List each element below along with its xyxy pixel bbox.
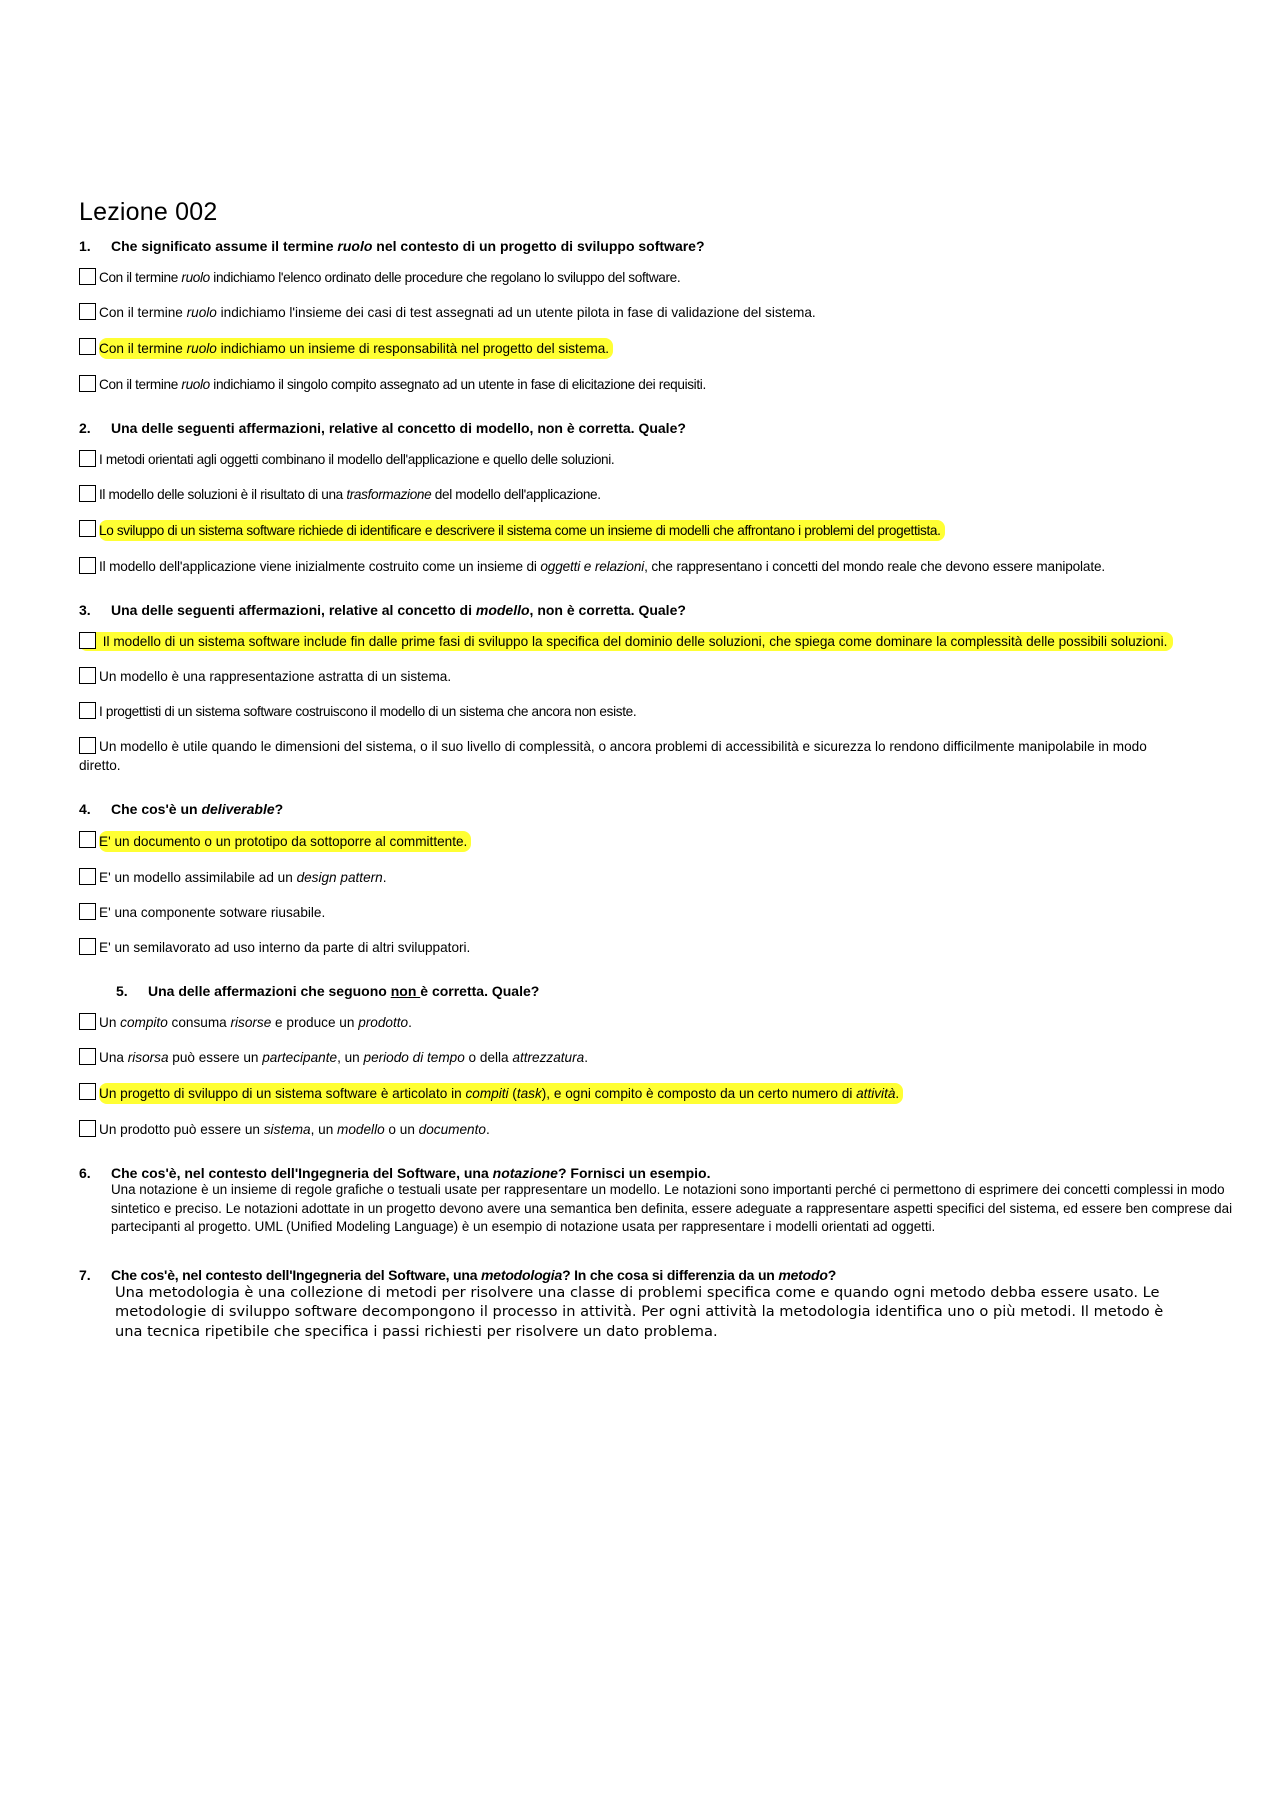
question-text: Che cos'è, nel contesto dell'Ingegneria del Software, una metodologia? In che cosa si differenzia da un metodo? (111, 1266, 837, 1283)
option-text: I progettisti di un sistema software costruiscono il modello di un sistema che ancora non esiste. (99, 704, 637, 719)
option-q1-a[interactable] (79, 268, 1264, 287)
question-1 (79, 238, 1264, 254)
option-text: Una risorsa può essere un partecipante, un periodo di tempo o della attrezzatura. (99, 1050, 588, 1065)
question-5 (79, 983, 1264, 999)
option-text-highlighted: Lo sviluppo di un sistema software richiede di identificare e descrivere il sistema come un insieme di modelli che affrontano i problemi del progettista. (99, 520, 945, 541)
checkbox[interactable] (79, 375, 96, 392)
options-q5 (79, 1013, 1264, 1139)
option-text-highlighted: Con il termine ruolo indichiamo un insieme di responsabilità nel progetto del sistema. (99, 338, 613, 359)
question-number: 7. (79, 1266, 91, 1283)
option-q2-b[interactable] (79, 485, 1264, 504)
option-q2-c-correct[interactable] (79, 520, 1264, 541)
checkbox[interactable] (79, 485, 96, 502)
option-q4-c[interactable] (79, 903, 1264, 922)
option-q2-a[interactable] (79, 450, 1264, 469)
checkbox[interactable] (79, 1083, 96, 1100)
option-text: Il modello dell'applicazione viene inizialmente costruito come un insieme di oggetti e relazioni, che rappresentano i concetti del mondo reale che devono essere manipolate. (99, 559, 1105, 574)
checkbox[interactable] (79, 831, 96, 848)
option-q3-a-correct[interactable] (79, 632, 1189, 651)
checkbox[interactable] (79, 268, 96, 285)
checkbox[interactable] (79, 903, 96, 920)
option-text-highlighted: Un progetto di sviluppo di un sistema software è articolato in compiti (task), e ogni compito è composto da un certo numero di attività. (99, 1083, 903, 1104)
question-4 (79, 801, 1264, 817)
option-text: Un modello è una rappresentazione astratta di un sistema. (99, 669, 452, 684)
option-q3-b[interactable] (79, 667, 1264, 686)
option-q5-c-correct[interactable] (79, 1083, 1264, 1104)
checkbox[interactable] (79, 938, 96, 955)
option-q3-d[interactable] (79, 737, 1189, 775)
question-number: 4. (79, 801, 91, 817)
checkbox[interactable] (79, 338, 96, 355)
question-text: Che cos'è un deliverable? (111, 801, 284, 817)
options-q4 (79, 831, 1264, 957)
option-q5-d[interactable] (79, 1120, 1264, 1139)
question-text: Che significato assume il termine ruolo nel contesto di un progetto di sviluppo software? (111, 238, 705, 254)
option-text-highlighted: E' un documento o un prototipo da sottoporre al committente. (99, 831, 471, 852)
question-6 (79, 1165, 1264, 1181)
checkbox[interactable] (79, 1013, 96, 1030)
checkbox[interactable] (79, 303, 96, 320)
question-text: Una delle seguenti affermazioni, relative al concetto di modello, non è corretta. Quale? (111, 602, 686, 618)
options-q3 (79, 632, 1264, 775)
option-q4-a-correct[interactable] (79, 831, 1264, 852)
options-q2 (79, 450, 1264, 576)
checkbox[interactable] (79, 450, 96, 467)
page-title: Lezione 002 (79, 198, 218, 226)
option-text: Con il termine ruolo indichiamo il singolo compito assegnato ad un utente in fase di elicitazione dei requisiti. (99, 377, 706, 392)
question-number: 2. (79, 420, 91, 436)
option-text: E' un semilavorato ad uso interno da parte di altri sviluppatori. (99, 940, 471, 955)
option-text-highlighted: Il modello di un sistema software include fin dalle prime fasi di sviluppo la specifica del dominio delle soluzioni, che spiega come dominare la complessità delle possibili soluzioni. (79, 632, 1173, 651)
question-text: Una delle seguenti affermazioni, relative al concetto di modello, non è corretta. Quale? (111, 420, 686, 436)
option-text: I metodi orientati agli oggetti combinano il modello dell'applicazione e quello delle soluzioni. (99, 452, 615, 467)
option-q1-d[interactable] (79, 375, 1264, 394)
checkbox[interactable] (79, 1048, 96, 1065)
option-text: Con il termine ruolo indichiamo l'insieme dei casi di test assegnati ad un utente pilota in fase di validazione del sistema. (99, 305, 816, 320)
checkbox[interactable] (79, 737, 96, 754)
question-7 (79, 1267, 1264, 1283)
question-number: 3. (79, 602, 91, 618)
checkbox[interactable] (79, 868, 96, 885)
option-text: Un prodotto può essere un sistema, un modello o un documento. (99, 1122, 490, 1137)
option-text: Il modello delle soluzioni è il risultato di una trasformazione del modello dell'applicazione. (99, 487, 601, 502)
option-text: Un compito consuma risorse e produce un prodotto. (99, 1015, 412, 1030)
option-q4-d[interactable] (79, 938, 1264, 957)
options-q1 (79, 268, 1264, 394)
option-text: Un modello è utile quando le dimensioni del sistema, o il suo livello di complessità, o ancora problemi di accessibilità e sicurezza lo rendono difficilmente manipolabile in modo diretto. (79, 739, 1147, 773)
answer-6: Una notazione è un insieme di regole grafiche o testuali usate per rappresentare un modello. Le notazioni sono importanti perché ci permettono di esprimere dei concetti complessi in modo sintetico e preciso. Le notazioni adottate in un progetto devono avere una semantica ben definita, essere adeguate a rappresentare aspetti specifici del sistema, ed essere ben comprese dai partecipanti al progetto. UML (Unified Modeling Language) è un esempio di notazione usata per rappresentare i modelli orientati ad oggetti. (111, 1182, 1233, 1234)
answer-7: Una metodologia è una collezione di metodi per risolvere una classe di problemi specifica come e quando ogni metodo debba essere usato. Le metodologie di sviluppo software decompongono il processo in attività. Per ogni attività la metodologia identifica uno o più metodi. Il metodo è una tecnica ripetibile che specifica i passi richiesti per risolvere un dato problema. (115, 1283, 1164, 1340)
question-text: Che cos'è, nel contesto dell'Ingegneria del Software, una notazione? Fornisci un esempio. (111, 1165, 711, 1181)
option-text: E' una componente sotware riusabile. (99, 905, 326, 920)
question-3 (79, 602, 1264, 618)
document-page (79, 198, 1264, 1341)
option-q1-c-correct[interactable] (79, 338, 1264, 359)
option-q5-b[interactable] (79, 1048, 1264, 1067)
checkbox[interactable] (79, 702, 96, 719)
checkbox[interactable] (79, 632, 96, 649)
question-number: 5. (116, 983, 128, 999)
question-2 (79, 420, 1264, 436)
question-number: 6. (79, 1165, 91, 1181)
option-text: E' un modello assimilabile ad un design pattern. (99, 870, 387, 885)
question-text: Una delle affermazioni che seguono non è corretta. Quale? (148, 983, 540, 999)
option-text: Con il termine ruolo indichiamo l'elenco ordinato delle procedure che regolano lo sviluppo del software. (99, 270, 681, 285)
option-q1-b[interactable] (79, 303, 1264, 322)
checkbox[interactable] (79, 1120, 96, 1137)
option-q3-c[interactable] (79, 702, 1264, 721)
option-q5-a[interactable] (79, 1013, 1264, 1032)
option-q2-d[interactable] (79, 557, 1264, 576)
question-number: 1. (79, 238, 91, 254)
checkbox[interactable] (79, 520, 96, 537)
checkbox[interactable] (79, 557, 96, 574)
option-q4-b[interactable] (79, 868, 1264, 887)
checkbox[interactable] (79, 667, 96, 684)
